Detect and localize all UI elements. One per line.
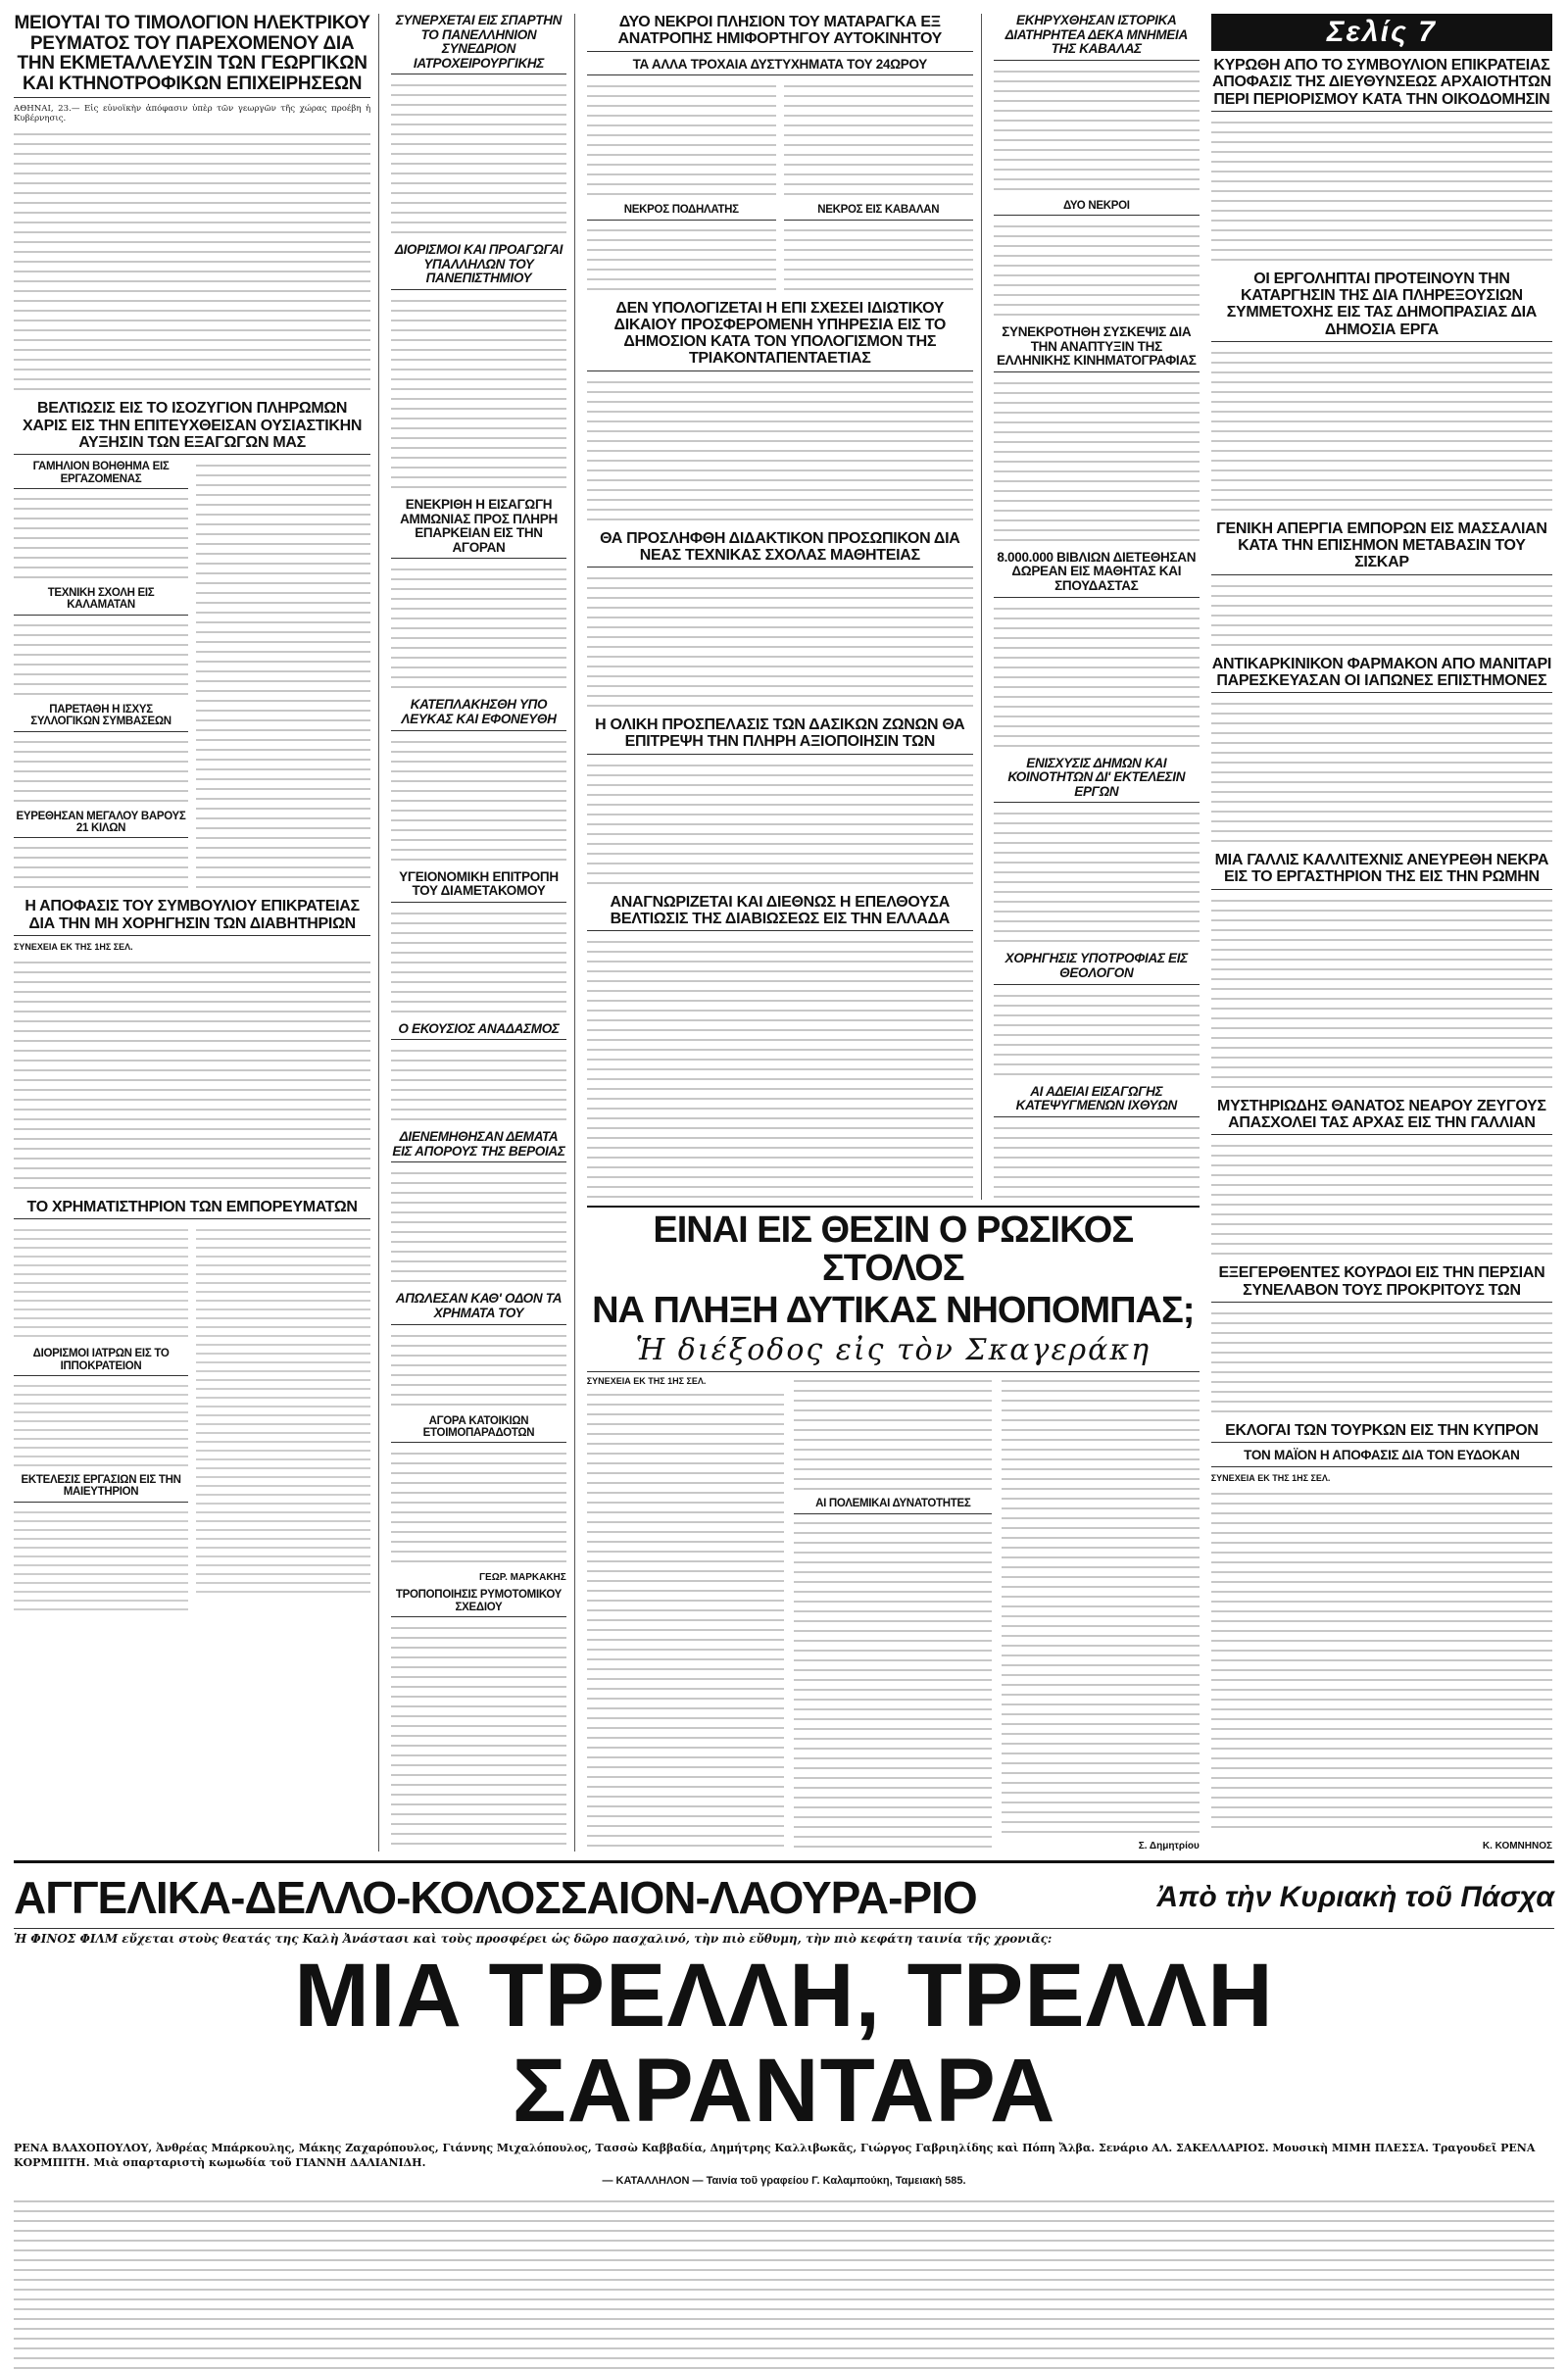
feature-section-title: ΑΙ ΠΟΛΕΜΙΚΑΙ ΔΥΝΑΤΟΤΗΤΕΣ: [794, 1498, 992, 1513]
byline-markakis: ΓΕΩΡ. ΜΑΡΚΑΚΗΣ: [479, 1572, 566, 1584]
headline-council-passports: Η ΑΠΟΦΑΣΙΣ ΤΟΥ ΣΥΜΒΟΥΛΙΟΥ ΕΠΙΚΡΑΤΕΙΑΣ ΔΙΑ ΤΗΝ ΜΗ ΧΟΡΗΓΗΣΙΝ ΤΩΝ ΔΙΑΒΗΤΗΡΙΩΝ: [14, 898, 370, 936]
article-grid: [14, 14, 1552, 1852]
headline-frozen-fish: ΑΙ ΑΔΕΙΑΙ ΕΙΣΑΓΩΓΗΣ ΚΑΤΕΨΥΓΜΕΝΩΝ ΙΧΘΥΩΝ: [994, 1085, 1200, 1117]
body-council: [14, 958, 370, 1193]
center-upper: [587, 14, 1200, 1200]
continued-label-col5: ΣΥΝΕΧΕΙΑ ΕΚ ΤΗΣ 1ΗΣ ΣΕΛ.: [1210, 1472, 1331, 1483]
ad-film-title: ΜΙΑ ΤΡΕΛΛΗ, ΤΡΕΛΛΗ ΣΑΡΑΝΤΑΡΑ: [294, 1946, 1274, 2141]
ad-footer: — ΚΑΤΑΛΛΗΛΟΝ — Ταινία τοῦ γραφείου Γ. Καλαμπούκη, Ταμειακὴ 585.: [602, 2174, 966, 2187]
headline-town-plan: ΤΡΟΠΟΠΟΙΗΣΙΣ ΡΥΜΟΤΟΜΙΚΟΥ ΣΧΕΔΙΟΥ: [391, 1589, 566, 1617]
headline-forest-zones: Η ΟΛΙΚΗ ΠΡΟΣΠΕΛΑΣΙΣ ΤΩΝ ΔΑΣΙΚΩΝ ΖΩΝΩΝ ΘΑ ΕΠΙΤΡΕΨΗ ΤΗΝ ΠΛΗΡΗ ΑΞΙΟΠΟΙΗΣΙΝ ΤΩΝ: [587, 716, 973, 755]
headline-cyclist: ΝΕΚΡΟΣ ΠΟΔΗΛΑΤΗΣ: [587, 204, 776, 220]
headline-theology-grant: ΧΟΡΗΓΗΣΙΣ ΥΠΟΤΡΟΦΙΑΣ ΕΙΣ ΘΕΟΛΟΓΟΝ: [994, 952, 1200, 984]
headline-marseille-strike: ΓΕΝΙΚΗ ΑΠΕΡΓΙΑ ΕΜΠΟΡΩΝ ΕΙΣ ΜΑΣΣΑΛΙΑΝ ΚΑΤΑ ΤΗΝ ΕΠΙΣΗΜΟΝ ΜΕΤΑΒΑΣΙΝ ΤΟΥ ΣΙΣΚΑΡ: [1211, 520, 1552, 575]
feature-continued: ΣΥΝΕΧΕΙΑ ΕΚ ΤΗΣ 1ΗΣ ΣΕΛ.: [586, 1376, 707, 1387]
headline-sparta-congress: ΣΥΝΕΡΧΕΤΑΙ ΕΙΣ ΣΠΑΡΤΗΝ ΤΟ ΠΑΝΕΛΛΗΝΙΟΝ ΣΥΝΕΔΡΙΟΝ ΙΑΤΡΟΧΕΙΡΟΥΡΓΙΚΗΣ: [391, 14, 566, 74]
cinema-advertisement: [14, 1860, 1554, 2360]
headline-maternity: ΕΚΤΕΛΕΣΙΣ ΕΡΓΑΣΙΩΝ ΕΙΣ ΤΗΝ ΜΑΙΕΥΤΗΡΙΟΝ: [14, 1474, 188, 1503]
feature-headline-2: ΝΑ ΠΛΗΞΗ ΔΥΤΙΚΑΣ ΝΗΟΠΟΜΠΑΣ;: [592, 1289, 1195, 1331]
feature-subhead: Ἡ διέξοδος εἰς τὸν Σκαγεράκη: [587, 1333, 1200, 1372]
column-1: [14, 14, 379, 1852]
exchange-block: [14, 1225, 370, 1615]
headline-contracts: ΠΑΡΕΤΑΘΗ Η ΙΣΧΥΣ ΣΥΛΛΟΓΙΚΩΝ ΣΥΜΒΑΣΕΩΝ: [14, 704, 188, 732]
ad-cinema-names: ΑΓΓΕΛΙΚΑ-ΔΕΛΛΟ-ΚΟΛΟΣΣΑΙΟΝ-ΛΑΟΥΡΑ-ΡΙΟ: [14, 1872, 977, 1923]
feature-story: [587, 1206, 1200, 1852]
center-block: [587, 14, 1200, 1852]
headline-electricity: ΜΕΙΟΥΤΑΙ ΤΟ ΤΙΜΟΛΟΓΙΟΝ ΗΛΕΚΤΡΙΚΟΥ ΡΕΥΜΑΤΟΣ ΤΟΥ ΠΑΡΕΧΟΜΕΝΟΥ ΔΙΑ ΤΗΝ ΕΚΜΕΤΑΛΛΕΥΣΙΝ ΤΩΝ ΓΕΩΡΓΙΚΩΝ ΚΑΙ ΚΤΗΝΟΤΡΟΦΙΚΩΝ ΕΠΙΧΕΙΡΗΣΕΩΝ: [14, 14, 370, 98]
ad-intro: Ἡ ΦΙΝΟΣ ΦΙΛΜ εὔχεται στοὺς θεατάς της Καλὴ Ἀνάστασι καὶ τοὺς προσφέρει ὡς δῶρο πασχαλινό, τὴν πιὸ εὔθυμη, τὴν πιὸ κεφάτη ταινία τῆς χρονιᾶς:: [14, 1932, 1053, 1946]
ad-cast-credits: ΡΕΝΑ ΒΛΑΧΟΠΟΥΛΟΥ, Ἀνθρέας Μπάρκουλης, Μάκης Ζαχαρόπουλος, Γιάννης Μιχαλόπουλος, Τασσὼ Καββαδία, Δημήτρης Καλλιβωκᾶς, Γιώργος Γαβριηλίδης καὶ Πόπη Ἄλβα. Σενάριο ΑΛ. ΣΑΚΕΛΛΑΡΙΟΣ. Μουσικὴ ΜΙΜΗ ΠΛΕΣΣΑ. Τραγουδεῖ ΡΕΝΑ ΚΟΡΜΠΙΤΗ. Μιὰ σπαρταριστὴ κωμωδία τοῦ ΓΙΑΝΝΗ ΔΑΛΙΑΝΙΔΗ.: [14, 2142, 1536, 2170]
headline-turkish-elections: ΕΚΛΟΓΑΙ ΤΩΝ ΤΟΥΡΚΩΝ ΕΙΣ ΤΗΝ ΚΥΠΡΟΝ: [1211, 1422, 1552, 1443]
headline-municipal-aid: ΕΝΙΣΧΥΣΙΣ ΔΗΜΩΝ ΚΑΙ ΚΟΙΝΟΤΗΤΩΝ ΔΙ' ΕΚΤΕΛΕΣΙΝ ΕΡΓΩΝ: [994, 757, 1200, 804]
headline-kurds: ΕΞΕΓΕΡΘΕΝΤΕΣ ΚΟΥΡΔΟΙ ΕΙΣ ΤΗΝ ΠΕΡΣΙΑΝ ΣΥΝΕΛΑΒΟΝ ΤΟΥΣ ΠΡΟΚΡΙΤΟΥΣ ΤΩΝ: [1211, 1264, 1552, 1303]
ad-premiere-date: Ἀπὸ τὴν Κυριακὴ τοῦ Πάσχα: [1156, 1881, 1554, 1913]
continued-label: ΣΥΝΕΧΕΙΑ ΕΚ ΤΗΣ 1ΗΣ ΣΕΛ.: [14, 941, 133, 952]
headline-lost-money: ΑΠΩΛΕΣΑΝ ΚΑΘ' ΟΔΟΝ ΤΑ ΧΡΗΜΑΤΑ ΤΟΥ: [391, 1292, 566, 1324]
headline-anticancer: ΑΝΤΙΚΑΡΚΙΝΙΚΟΝ ΦΑΡΜΑΚΟΝ ΑΠΟ ΜΑΝΙΤΑΡΙ ΠΑΡΕΣΚΕΥΑΣΑΝ ΟΙ ΙΑΠΩΝΕΣ ΕΠΙΣΤΗΜΟΝΕΣ: [1211, 656, 1552, 694]
commodity-price-table: [196, 1225, 370, 1598]
headline-two-dead: ΔΥΟ ΝΕΚΡΟΙ: [994, 200, 1200, 216]
headline-health-committee: ΥΓΕΙΟΝΟΜΙΚΗ ΕΠΙΤΡΟΠΗ ΤΟΥ ΔΙΑΜΕΤΑΚΟΜΟΥ: [391, 870, 566, 903]
headline-ammonia: ΕΝΕΚΡΙΘΗ Η ΕΙΣΑΓΩΓΗ ΑΜΜΩΝΙΑΣ ΠΡΟΣ ΠΛΗΡΗ ΕΠΑΡΚΕΙΑΝ ΕΙΣ ΤΗΝ ΑΓΟΡΑΝ: [391, 498, 566, 559]
headline-teachers: ΘΑ ΠΡΟΣΛΗΦΘΗ ΔΙΔΑΚΤΙΚΟΝ ΠΡΟΣΩΠΙΚΟΝ ΔΙΑ ΝΕΑΣ ΤΕΧΝΙΚΑΣ ΣΧΟΛΑΣ ΜΑΘΗΤΕΙΑΣ: [587, 530, 973, 568]
headline-artist-rome: ΜΙΑ ΓΑΛΛΙΣ ΚΑΛΛΙΤΕΧΝΙΣ ΑΝΕΥΡΕΘΗ ΝΕΚΡΑ ΕΙΣ ΤΟ ΕΡΓΑΣΤΗΡΙΟΝ ΤΗΣ ΕΙΣ ΤΗΝ ΡΩΜΗΝ: [1211, 852, 1552, 890]
headline-antiquities: ΚΥΡΩΘΗ ΑΠΟ ΤΟ ΣΥΜΒΟΥΛΙΟΝ ΕΠΙΚΡΑΤΕΙΑΣ ΑΠΟΦΑΣΙΣ ΤΗΣ ΔΙΕΥΘΥΝΣΕΩΣ ΑΡΧΑΙΟΤΗΤΩΝ ΠΕΡΙ ΠΕΡΙΟΡΙΣΜΟΥ ΚΑΤΑ ΤΗΝ ΟΙΚΟΔΟΜΗΣΙΝ: [1211, 57, 1552, 112]
feature-headline-1: ΕΙΝΑΙ ΕΙΣ ΘΕΣΙΝ Ο ΡΩΣΙΚΟΣ ΣΤΟΛΟΣ: [653, 1210, 1134, 1289]
headline-matapan-crash: ΔΥΟ ΝΕΚΡΟΙ ΠΛΗΣΙΟΝ ΤΟΥ ΜΑΤΑΡΑΓΚΑ ΕΞ ΑΝΑΤΡΟΠΗΣ ΗΜΙΦΟΡΤΗΓΟΥ ΑΥΤΟΚΙΝΗΤΟΥ: [587, 14, 973, 52]
headline-free-books: 8.000.000 ΒΙΒΛΙΩΝ ΔΙΕΤΕΘΗΣΑΝ ΔΩΡΕΑΝ ΕΙΣ ΜΑΘΗΤΑΣ ΚΑΙ ΣΠΟΥΔΑΣΤΑΣ: [994, 551, 1200, 598]
headline-cinema-meeting: ΣΥΝΕΚΡΟΤΗΘΗ ΣΥΣΚΕΨΙΣ ΔΙΑ ΤΗΝ ΑΝΑΠΤΥΞΙΝ ΤΗΣ ΕΛΛΗΝΙΚΗΣ ΚΙΝΗΜΑΤΟΓΡΑΦΙΑΣ: [994, 325, 1200, 372]
body-electricity: [14, 129, 370, 394]
headline-kavala-dead: ΝΕΚΡΟΣ ΕΙΣ ΚΑΒΑΛΑΝ: [784, 204, 973, 220]
headline-commodity-exchange: ΤΟ ΧΡΗΜΑΤΙΣΤΗΡΙΟΝ ΤΩΝ ΕΜΠΟΡΕΥΜΑΤΩΝ: [14, 1199, 370, 1219]
column-3: [587, 14, 982, 1200]
column-2: [391, 14, 575, 1852]
byline-komninos: Κ. ΚΟΜΝΗΝΟΣ: [1482, 1841, 1552, 1852]
headline-parcels: ΔΙΕΝΕΜΗΘΗΣΑΝ ΔΕΜΑΤΑ ΕΙΣ ΑΠΟΡΟΥΣ ΤΗΣ ΒΕΡΟΙΑΣ: [391, 1130, 566, 1162]
headline-wedding-aid: ΓΑΜΗΛΙΟΝ ΒΟΗΘΗΜΑ ΕΙΣ ΕΡΓΑΖΟΜΕΝΑΣ: [14, 461, 188, 489]
column-5: [1211, 14, 1552, 1852]
adjacent-print: [14, 2197, 1554, 2370]
headline-living-standards: ΑΝΑΓΝΩΡΙΖΕΤΑΙ ΚΑΙ ΔΙΕΘΝΩΣ Η ΕΠΕΛΘΟΥΣΑ ΒΕΛΤΙΩΣΙΣ ΤΗΣ ΔΙΑΒΙΩΣΕΩΣ ΕΙΣ ΤΗΝ ΕΛΛΑΔΑ: [587, 894, 973, 932]
headline-arrest: ΚΑΤΕΠΛΑΚΗΣΘΗ ΥΠΟ ΛΕΥΚΑΣ ΚΑΙ ΕΦΟΝΕΥΘΗ: [391, 698, 566, 730]
headline-may-decision: ΤΟΝ ΜΑΪΟΝ Η ΑΠΟΦΑΣΙΣ ΔΙΑ ΤΟΝ ΕΥΔΟΚΑΝ: [1211, 1449, 1552, 1467]
body-payments: [196, 461, 370, 892]
headline-technical-school: ΤΕΧΝΙΚΗ ΣΧΟΛΗ ΕΙΣ ΚΑΛΑΜΑΤΑΝ: [14, 587, 188, 616]
headline-housing: ΑΓΟΡΑ ΚΑΤΟΙΚΙΩΝ ΕΤΟΙΜΟΠΑΡΑΔΟΤΩΝ: [391, 1415, 566, 1444]
headline-private-law: ΔΕΝ ΥΠΟΛΟΓΙΖΕΤΑΙ Η ΕΠΙ ΣΧΕΣΕΙ ΙΔΙΩΤΙΚΟΥ ΔΙΚΑΙΟΥ ΠΡΟΣΦΕΡΟΜΕΝΗ ΥΠΗΡΕΣΙΑ ΕΙΣ ΤΟ ΔΗΜΟΣΙΟΝ ΚΑΤΑ ΤΟΝ ΥΠΟΛΟΓΙΣΜΟΝ ΤΗΣ ΤΡΙΑΚΟΝΤΑΠΕΝΤΑΕΤΙΑΣ: [587, 300, 973, 371]
feature-byline: Σ. Δημητρίου: [1138, 1841, 1200, 1852]
headline-doctors: ΔΙΟΡΙΣΜΟΙ ΙΑΤΡΩΝ ΕΙΣ ΤΟ ΙΠΠΟΚΡΑΤΕΙΟΝ: [14, 1348, 188, 1376]
column-4: [994, 14, 1200, 1200]
headline-other-accidents: ΤΑ ΑΛΛΑ ΤΡΟΧΑΙΑ ΔΥΣΤΥΧΗΜΑΤΑ ΤΟΥ 24ΩΡΟΥ: [587, 58, 973, 76]
headline-kavala-monuments: ΕΚΗΡΥΧΘΗΣΑΝ ΙΣΤΟΡΙΚΑ ΔΙΑΤΗΡΗΤΕΑ ΔΕΚΑ ΜΝΗΜΕΙΑ ΤΗΣ ΚΑΒΑΛΑΣ: [994, 14, 1200, 61]
headline-payments: ΒΕΛΤΙΩΣΙΣ ΕΙΣ ΤΟ ΙΣΟΖΥΓΙΟΝ ΠΛΗΡΩΜΩΝ ΧΑΡΙΣ ΕΙΣ ΤΗΝ ΕΠΙΤΕΥΧΘΕΙΣΑΝ ΟΥΣΙΑΣΤΙΚΗΝ ΑΥΞΗΣΙΝ ΤΩΝ ΕΞΑΓΩΓΩΝ ΜΑΣ: [14, 400, 370, 455]
payments-block: [14, 461, 370, 892]
lead-electricity: ΑΘΗΝΑΙ, 23.— Εἰς εὐνοϊκὴν ἀπόφασιν ὑπὲρ τῶν γεωργῶν τῆς χώρας προέβη ἡ Κυβέρνησις.: [14, 104, 371, 124]
headline-contractors: ΟΙ ΕΡΓΟΛΗΠΤΑΙ ΠΡΟΤΕΙΝΟΥΝ ΤΗΝ ΚΑΤΑΡΓΗΣΙΝ ΤΗΣ ΔΙΑ ΠΛΗΡΕΞΟΥΣΙΩΝ ΣΥΜΜΕΤΟΧΗΣ ΕΙΣ ΤΑΣ ΔΗΜΟΠΡΑΣΙΑΣ ΔΙΑ ΔΗΜΟΣΙΑ ΕΡΓΑ: [1211, 271, 1552, 342]
page-number-logo: Σελίς 7: [1211, 14, 1552, 51]
headline-couple-france: ΜΥΣΤΗΡΙΩΔΗΣ ΘΑΝΑΤΟΣ ΝΕΑΡΟΥ ΖΕΥΓΟΥΣ ΑΠΑΣΧΟΛΕΙ ΤΑΣ ΑΡΧΑΣ ΕΙΣ ΤΗΝ ΓΑΛΛΙΑΝ: [1211, 1098, 1552, 1136]
headline-university-staff: ΔΙΟΡΙΣΜΟΙ ΚΑΙ ΠΡΟΑΓΩΓΑΙ ΥΠΑΛΛΗΛΩΝ ΤΟΥ ΠΑΝΕΠΙΣΤΗΜΙΟΥ: [391, 243, 566, 290]
headline-heavy-find: ΕΥΡΕΘΗΣΑΝ ΜΕΓΑΛΟΥ ΒΑΡΟΥΣ 21 ΚΙΛΩΝ: [14, 811, 188, 839]
headline-land-consolidation: Ο ΕΚΟΥΣΙΟΣ ΑΝΑΔΑΣΜΟΣ: [391, 1022, 566, 1041]
